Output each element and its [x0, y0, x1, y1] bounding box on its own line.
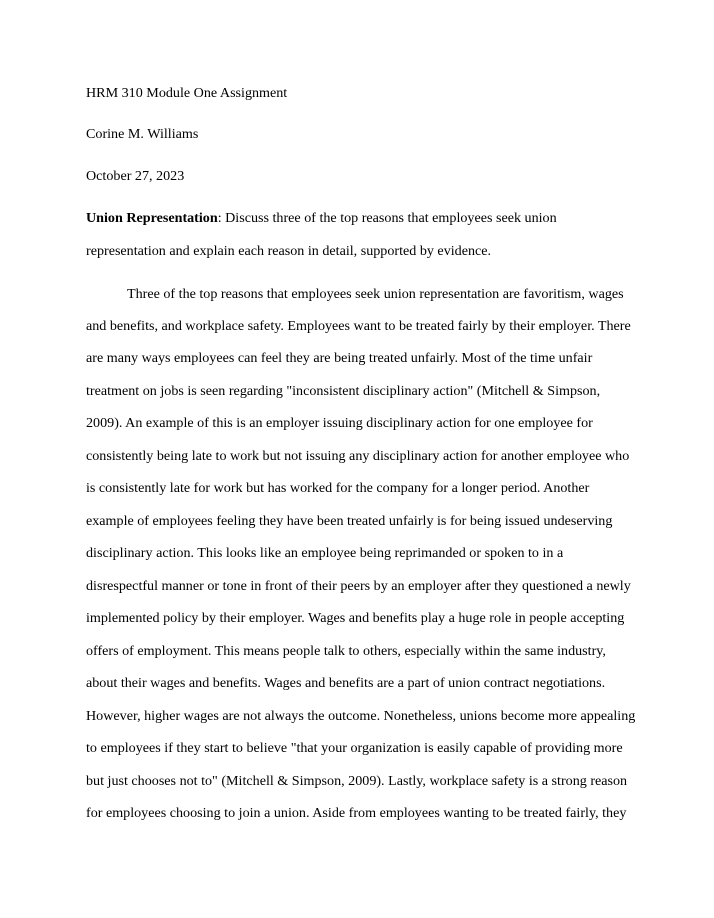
body-line: about their wages and benefits. Wages and benefits are a part of union contract negotiations.	[86, 675, 606, 691]
body-line: and benefits, and workplace safety. Employees want to be treated fairly by their employer. There	[86, 318, 631, 334]
body-line: are many ways employees can feel they are being treated unfairly. Most of the time unfair	[86, 350, 593, 366]
body-line: Three of the top reasons that employees seek union representation are favoritism, wages	[127, 286, 624, 302]
body-line: 2009). An example of this is an employer issuing disciplinary action for one employee for	[86, 415, 593, 431]
body-line: is consistently late for work but has worked for the company for a longer period. Another	[86, 480, 590, 496]
body-line: for employees choosing to join a union. Aside from employees wanting to be treated fairly, they	[86, 805, 627, 821]
body-line: offers of employment. This means people talk to others, especially within the same industry,	[86, 643, 606, 659]
document-date: October 27, 2023	[86, 168, 185, 184]
prompt-line-2: representation and explain each reason in detail, supported by evidence.	[86, 243, 492, 259]
body-line: example of employees feeling they have been treated unfairly is for being issued undeserving	[86, 513, 613, 529]
prompt-heading: Union Representation	[86, 210, 218, 226]
prompt-line-1	[86, 209, 557, 227]
body-line: but just chooses not to" (Mitchell & Simpson, 2009). Lastly, workplace safety is a strong reason	[86, 773, 628, 789]
body-line: However, higher wages are not always the outcome. Nonetheless, unions become more appealing	[86, 708, 636, 724]
prompt-text: : Discuss three of the top reasons that employees seek union	[217, 210, 557, 226]
body-line: to employees if they start to believe "that your organization is easily capable of providing more	[86, 740, 623, 756]
body-line: treatment on jobs is seen regarding "inconsistent disciplinary action" (Mitchell & Simpson,	[86, 383, 601, 399]
body-line: implemented policy by their employer. Wages and benefits play a huge role in people accepting	[86, 610, 625, 626]
author-name: Corine M. Williams	[86, 126, 199, 142]
body-line: disrespectful manner or tone in front of their peers by an employer after they questioned a newly	[86, 578, 631, 594]
body-line: consistently being late to work but not issuing any disciplinary action for another employee who	[86, 448, 630, 464]
body-line: disciplinary action. This looks like an employee being reprimanded or spoken to in a	[86, 545, 564, 561]
course-title: HRM 310 Module One Assignment	[86, 85, 288, 101]
